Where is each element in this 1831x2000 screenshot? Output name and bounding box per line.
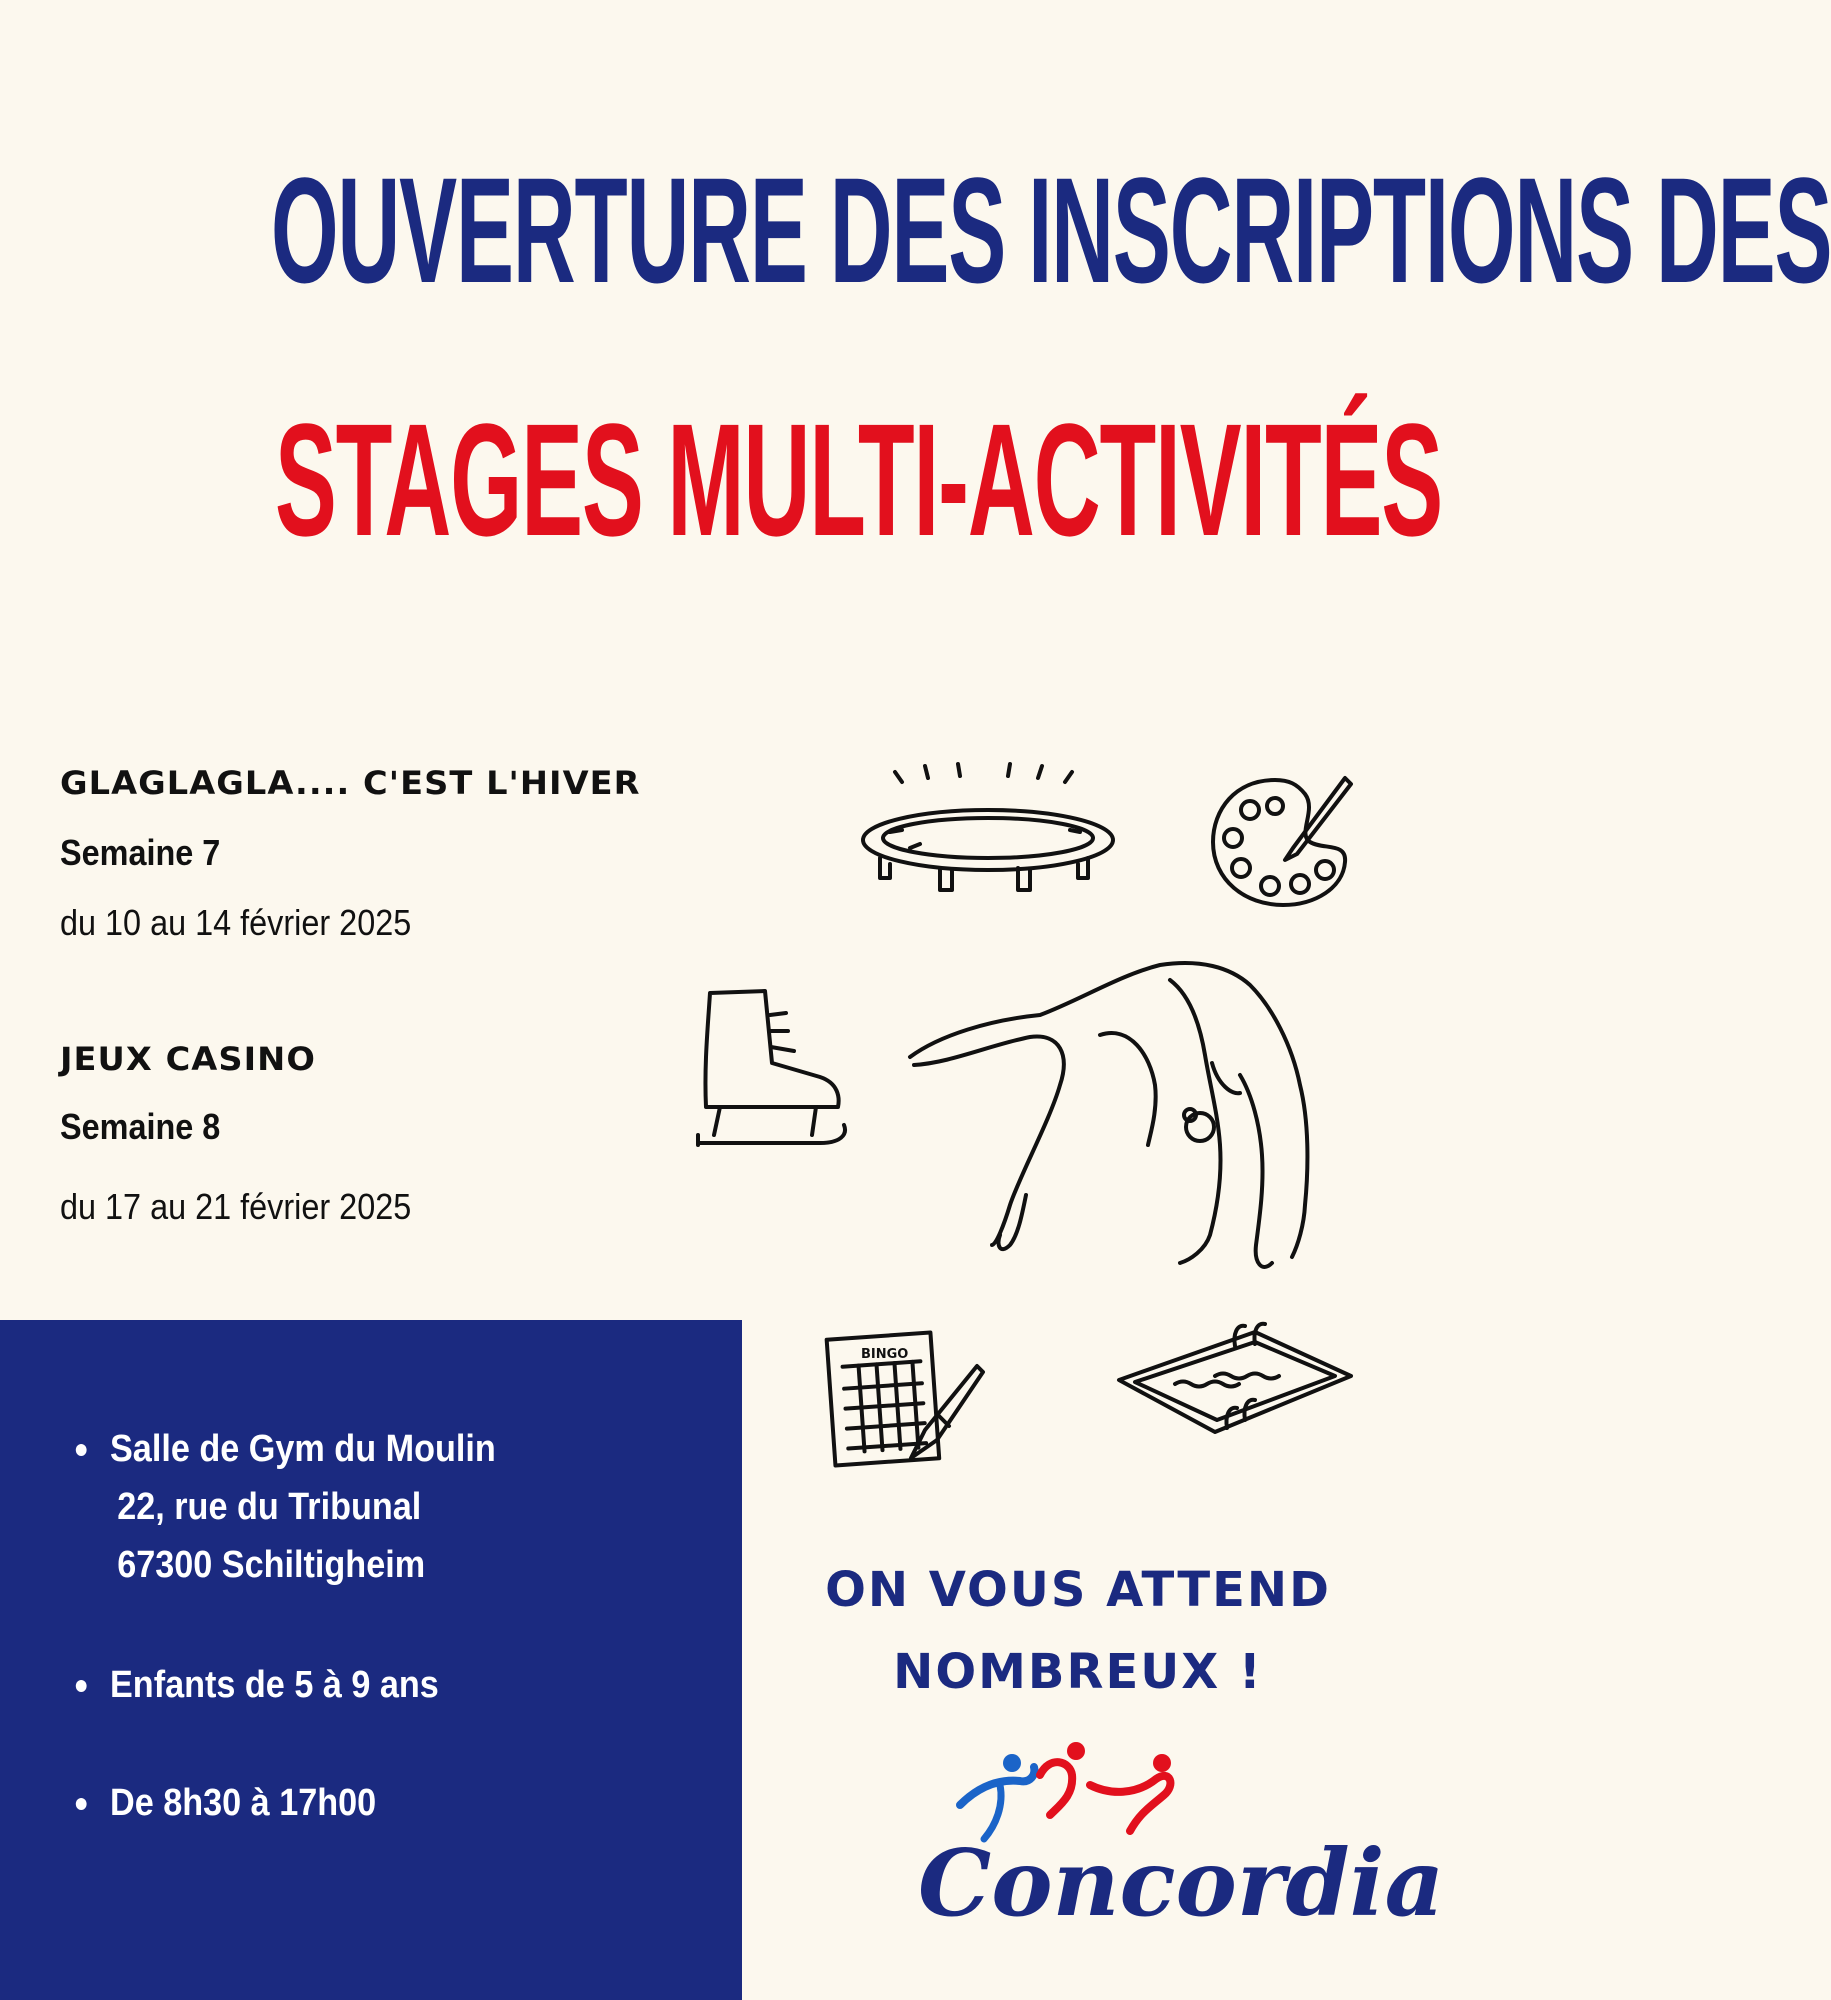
trampoline-icon (850, 760, 1130, 905)
session-1-dates: du 10 au 14 février 2025 (60, 902, 412, 943)
bingo-label: BINGO (861, 1347, 909, 1362)
title-line-1: OUVERTURE DES INSCRIPTIONS DES (270, 146, 1831, 314)
location-name: Salle de Gym du Moulin (110, 1428, 496, 1470)
session-2-title: JEUX CASINO (60, 1040, 316, 1078)
cta-line-2: NOMBREUX ! (893, 1644, 1263, 1700)
title-line-2: STAGES MULTI-ACTIVITÉS (274, 390, 1443, 569)
swimming-pool-icon (1115, 1320, 1355, 1455)
bingo-card-icon (825, 1330, 995, 1485)
info-location (110, 1420, 496, 1594)
info-panel (0, 1320, 742, 2000)
gymnast-illustration (900, 945, 1360, 1305)
session-2-dates: du 17 au 21 février 2025 (60, 1186, 412, 1227)
info-hours: De 8h30 à 17h00 (110, 1774, 376, 1832)
info-ages: Enfants de 5 à 9 ans (110, 1656, 439, 1714)
session-1-week: Semaine 7 (60, 832, 221, 873)
paint-palette-icon (1205, 770, 1355, 915)
location-street: 22, rue du Tribunal (117, 1486, 422, 1528)
cta-line-1: ON VOUS ATTEND (825, 1562, 1331, 1618)
ice-skate-icon (690, 985, 860, 1160)
session-2-week: Semaine 8 (60, 1106, 221, 1147)
location-city: 67300 Schiltigheim (117, 1544, 426, 1586)
concordia-logo (900, 1735, 1445, 1945)
concordia-logo-text: Concordia (918, 1829, 1445, 1937)
session-1-title: GLAGLAGLA.... C'EST L'HIVER (60, 764, 641, 802)
